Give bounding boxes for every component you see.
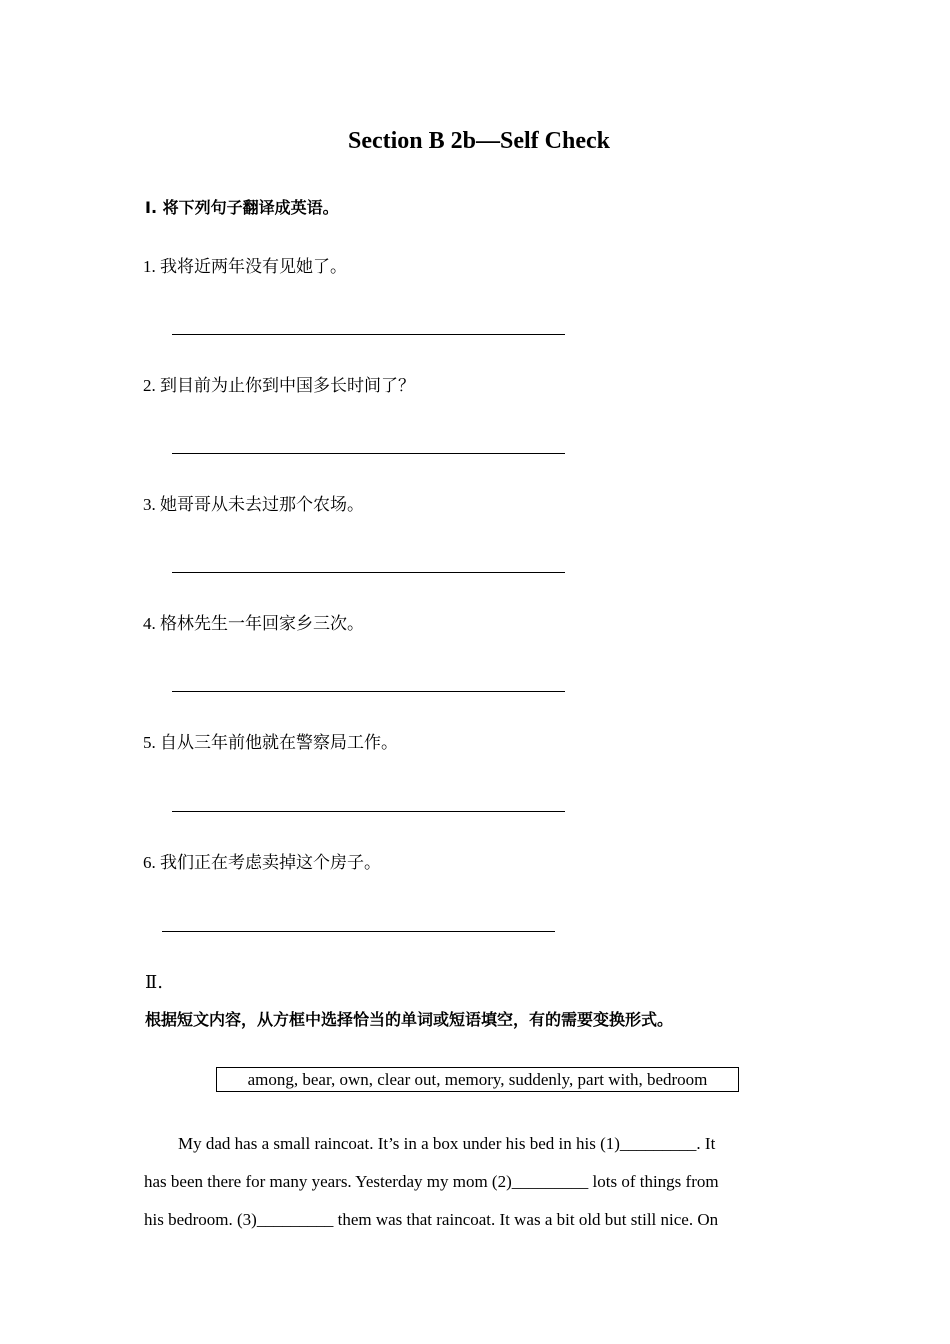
- part-one-heading: Ⅰ. 将下列句子翻译成英语。: [145, 198, 339, 217]
- question-3: 3. 她哥哥从未去过那个农场。: [143, 495, 364, 514]
- answer-line-3[interactable]: [172, 572, 565, 573]
- word-bank-box: among, bear, own, clear out, memory, suddenly, part with, bedroom: [216, 1067, 739, 1092]
- answer-line-2[interactable]: [172, 453, 565, 454]
- question-4: 4. 格林先生一年回家乡三次。: [143, 614, 364, 633]
- answer-line-6[interactable]: [162, 931, 555, 932]
- answer-line-4[interactable]: [172, 691, 565, 692]
- part-two-instruction: 根据短文内容，从方框中选择恰当的单词或短语填空，有的需要变换形式。: [145, 1010, 674, 1029]
- answer-line-5[interactable]: [172, 811, 565, 812]
- part-two-numeral: Ⅱ.: [145, 972, 163, 993]
- question-1: 1. 我将近两年没有见她了。: [143, 257, 347, 276]
- passage-line-1[interactable]: My dad has a small raincoat. It’s in a box under his bed in his (1)_________. It: [178, 1134, 716, 1153]
- question-6: 6. 我们正在考虑卖掉这个房子。: [143, 853, 381, 872]
- page-title: Section B 2b—Self Check: [347, 128, 610, 154]
- question-2: 2. 到目前为止你到中国多长时间了？: [143, 376, 415, 395]
- answer-line-1[interactable]: [172, 334, 565, 335]
- passage-line-2[interactable]: has been there for many years. Yesterday my mom (2)_________ lots of things from: [144, 1172, 719, 1191]
- question-5: 5. 自从三年前他就在警察局工作。: [143, 733, 398, 752]
- passage: [144, 1125, 794, 1239]
- passage-line-3[interactable]: his bedroom. (3)_________ them was that raincoat. It was a bit old but still nice. On: [144, 1210, 719, 1229]
